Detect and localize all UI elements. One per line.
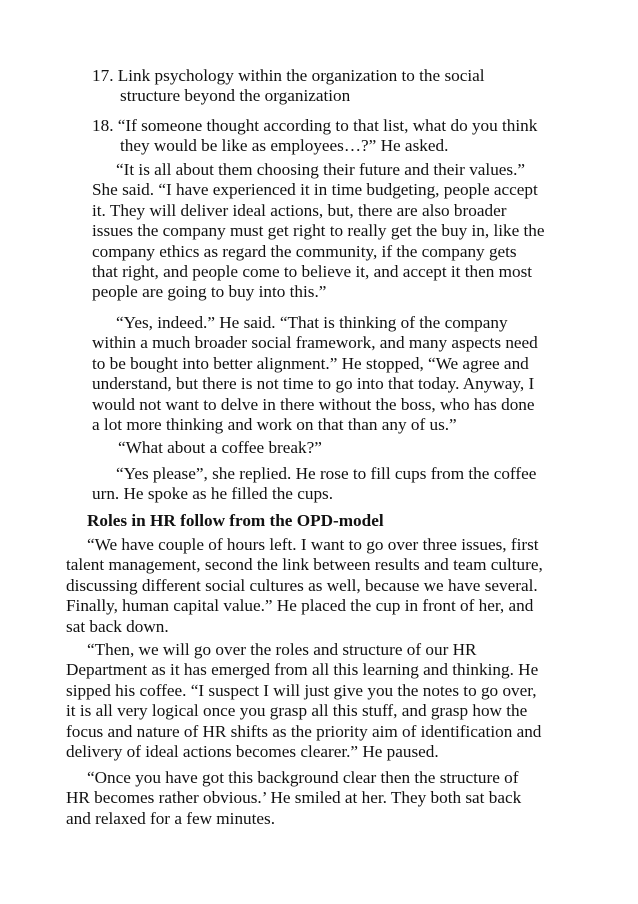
list-item-17 bbox=[92, 66, 485, 107]
section-heading: Roles in HR follow from the OPD-model bbox=[87, 511, 384, 530]
text-line: sat back down. bbox=[66, 616, 169, 636]
text-line: Department as it has emerged from all this learning and thinking. He bbox=[66, 660, 539, 680]
text-line: they would be like as employees…?” He asked. bbox=[120, 136, 449, 156]
paragraph-please bbox=[92, 464, 536, 505]
paragraph-choosing bbox=[92, 160, 545, 303]
text-line: talent management, second the link between results and team culture, bbox=[66, 555, 543, 575]
text-line: focus and nature of HR shifts as the priority aim of identification and bbox=[66, 721, 542, 741]
text-line: within a much broader social framework, and many aspects need bbox=[92, 333, 538, 353]
text-line: “Once you have got this background clear then the structure of bbox=[87, 768, 519, 787]
text-line: 17. Link psychology within the organization to the social bbox=[92, 66, 485, 85]
text-line: “Yes, indeed.” He said. “That is thinking of the company bbox=[116, 313, 508, 332]
text-line: issues the company must get right to really get the buy in, like the bbox=[92, 221, 545, 241]
text-line: She said. “I have experienced it in time budgeting, people accept bbox=[92, 180, 538, 200]
text-line: sipped his coffee. “I suspect I will just give you the notes to go over, bbox=[66, 680, 537, 700]
paragraph-once bbox=[66, 768, 521, 829]
text-line: company ethics as regard the community, if the company gets bbox=[92, 241, 517, 261]
text-line: it. They will deliver ideal actions, but, there are also broader bbox=[92, 200, 507, 220]
text-line: urn. He spoke as he filled the cups. bbox=[92, 484, 334, 504]
list-item-18 bbox=[92, 116, 537, 157]
paragraph-then bbox=[66, 640, 541, 762]
text-line: would not want to delve in there without the boss, who has done bbox=[92, 394, 535, 414]
paragraph-coffee bbox=[92, 438, 322, 458]
text-line: a lot more thinking and work on that than any of us.” bbox=[92, 415, 457, 435]
text-line: “We have couple of hours left. I want to go over three issues, first bbox=[87, 535, 539, 554]
text-line: “It is all about them choosing their future and their values.” bbox=[116, 160, 526, 179]
text-line: to be bought into better alignment.” He stopped, “We agree and bbox=[92, 353, 529, 373]
text-line: that right, and people come to believe it, and accept it then most bbox=[92, 262, 533, 282]
text-line: it is all very logical once you grasp all this stuff, and grasp how the bbox=[66, 701, 528, 721]
text-line: “Then, we will go over the roles and structure of our HR bbox=[87, 640, 477, 659]
text-line: structure beyond the organization bbox=[120, 86, 351, 106]
text-line: Finally, human capital value.” He placed the cup in front of her, and bbox=[66, 596, 534, 616]
text-line: discussing different social cultures as well, because we have several. bbox=[66, 575, 538, 595]
text-line: “Yes please”, she replied. He rose to fill cups from the coffee bbox=[116, 464, 537, 483]
text-line: people are going to buy into this.” bbox=[92, 282, 327, 302]
text-line: understand, but there is not time to go into that today. Anyway, I bbox=[92, 374, 535, 394]
text-line: delivery of ideal actions becomes clearer.” He paused. bbox=[66, 742, 439, 762]
text-line: 18. “If someone thought according to that list, what do you think bbox=[92, 116, 538, 135]
paragraph-hours bbox=[66, 535, 543, 637]
text-line: HR becomes rather obvious.’ He smiled at her. They both sat back bbox=[66, 788, 522, 808]
paragraph-indeed bbox=[92, 313, 538, 435]
text-line: and relaxed for a few minutes. bbox=[66, 808, 276, 828]
text-line: “What about a coffee break?” bbox=[118, 438, 322, 457]
